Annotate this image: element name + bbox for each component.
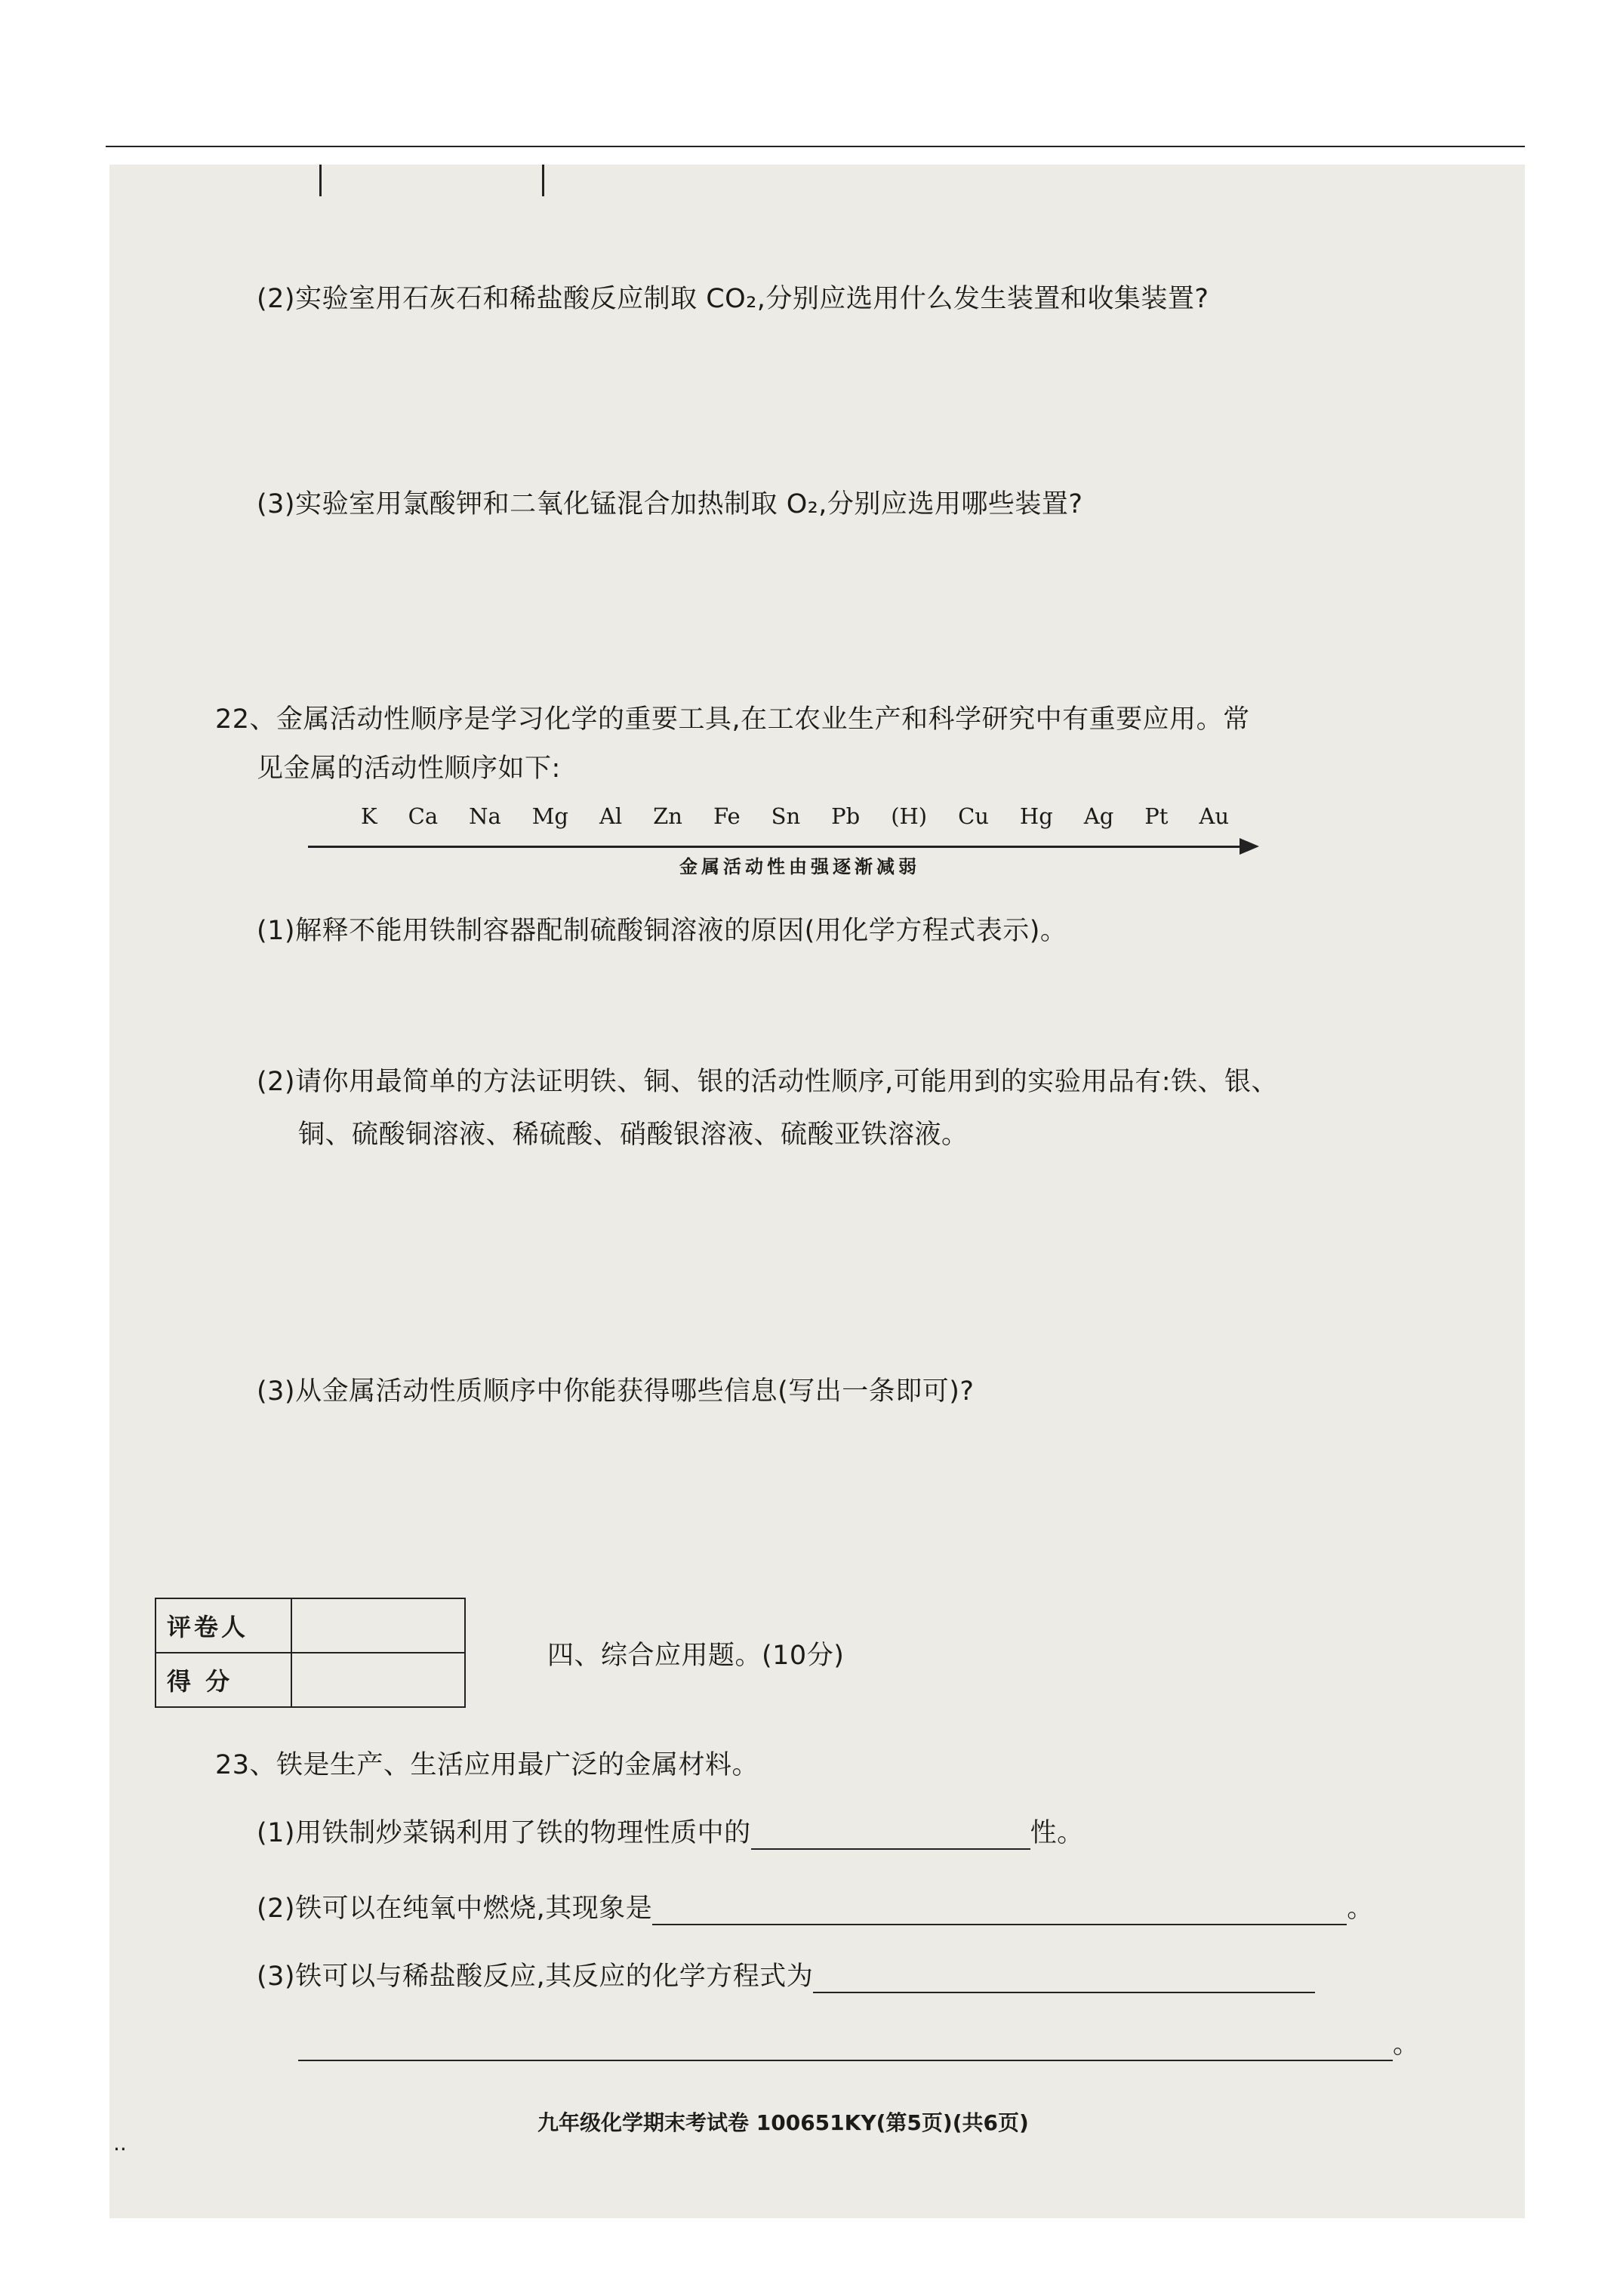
metal-symbol: Zn (653, 803, 682, 829)
metal-symbol: Al (599, 803, 623, 829)
q23-part2-prefix: (2)铁可以在纯氧中燃烧,其现象是 (257, 1894, 653, 1924)
metal-symbol: Au (1199, 803, 1229, 829)
score-table (155, 1598, 466, 1708)
metal-symbol: Mg (531, 803, 568, 829)
arrow-shaft (308, 846, 1243, 848)
corner-mark: ·· (113, 2137, 127, 2162)
metal-symbol: Pt (1144, 803, 1169, 829)
top-rule (106, 146, 1525, 147)
margin-tick (319, 165, 322, 196)
q22-part2-line1: (2)请你用最简单的方法证明铁、铜、银的活动性顺序,可能用到的实验用品有:铁、银、 (257, 1067, 1278, 1097)
q21-part2: (2)实验室用石灰石和稀盐酸反应制取 CO₂,分别应选用什么发生装置和收集装置? (257, 284, 1209, 314)
q22-intro-line1: 22、金属活动性顺序是学习化学的重要工具,在工农业生产和科学研究中有重要应用。常 (215, 704, 1250, 735)
q23-part3-end: 。 (1393, 2029, 1420, 2060)
q23-part1-suffix: 性。 (1030, 1818, 1084, 1848)
grader-cell (291, 1598, 465, 1653)
q23-part3 (257, 1955, 1315, 1993)
metal-symbol: Sn (771, 803, 801, 829)
section4-title: 四、综合应用题。(10分) (547, 1641, 845, 1671)
margin-tick (542, 165, 544, 196)
q23-part3-prefix: (3)铁可以与稀盐酸反应,其反应的化学方程式为 (257, 1962, 814, 1992)
metal-symbol: Ca (408, 803, 439, 829)
metal-symbol: Fe (713, 803, 741, 829)
metal-symbol: K (361, 803, 377, 829)
metal-symbol: Cu (958, 803, 989, 829)
q23-part1-prefix: (1)用铁制炒菜锅利用了铁的物理性质中的 (257, 1818, 751, 1848)
arrow-caption: 金属活动性由强逐渐减弱 (679, 856, 920, 877)
answer-blank[interactable] (652, 1897, 1347, 1925)
q23-part2-suffix: 。 (1347, 1894, 1374, 1924)
q23-part2 (257, 1888, 1374, 1925)
q22-part1: (1)解释不能用铁制容器配制硫酸铜溶液的原因(用化学方程式表示)。 (257, 916, 1067, 946)
answer-blank[interactable] (813, 1965, 1315, 1993)
q23-part3-continuation (298, 2023, 1420, 2061)
q23-intro: 23、铁是生产、生活应用最广泛的金属材料。 (215, 1750, 759, 1780)
q22-part3: (3)从金属活动性质顺序中你能获得哪些信息(写出一条即可)? (257, 1376, 975, 1407)
metal-symbol: Ag (1083, 803, 1114, 829)
score-label: 得 分 (156, 1653, 291, 1707)
answer-blank[interactable] (298, 2032, 1393, 2061)
metal-symbol: Hg (1019, 803, 1053, 829)
arrow-head-icon (1240, 838, 1259, 855)
metal-symbol: Na (469, 803, 501, 829)
metal-symbol: (H) (891, 803, 928, 829)
answer-blank[interactable] (751, 1821, 1030, 1850)
q21-part3: (3)实验室用氯酸钾和二氧化锰混合加热制取 O₂,分别应选用哪些装置? (257, 489, 1083, 519)
metal-activity-series (361, 803, 1229, 829)
q22-intro-line2: 见金属的活动性顺序如下: (257, 754, 561, 784)
metal-symbol: Pb (831, 803, 861, 829)
q23-part1 (257, 1812, 1084, 1850)
grader-label: 评卷人 (156, 1598, 291, 1653)
q22-part2-line2: 铜、硫酸铜溶液、稀硫酸、硝酸银溶液、硫酸亚铁溶液。 (298, 1120, 969, 1150)
page-footer: 九年级化学期末考试卷 100651KY(第5页)(共6页) (537, 2110, 1029, 2135)
score-cell (291, 1653, 465, 1707)
